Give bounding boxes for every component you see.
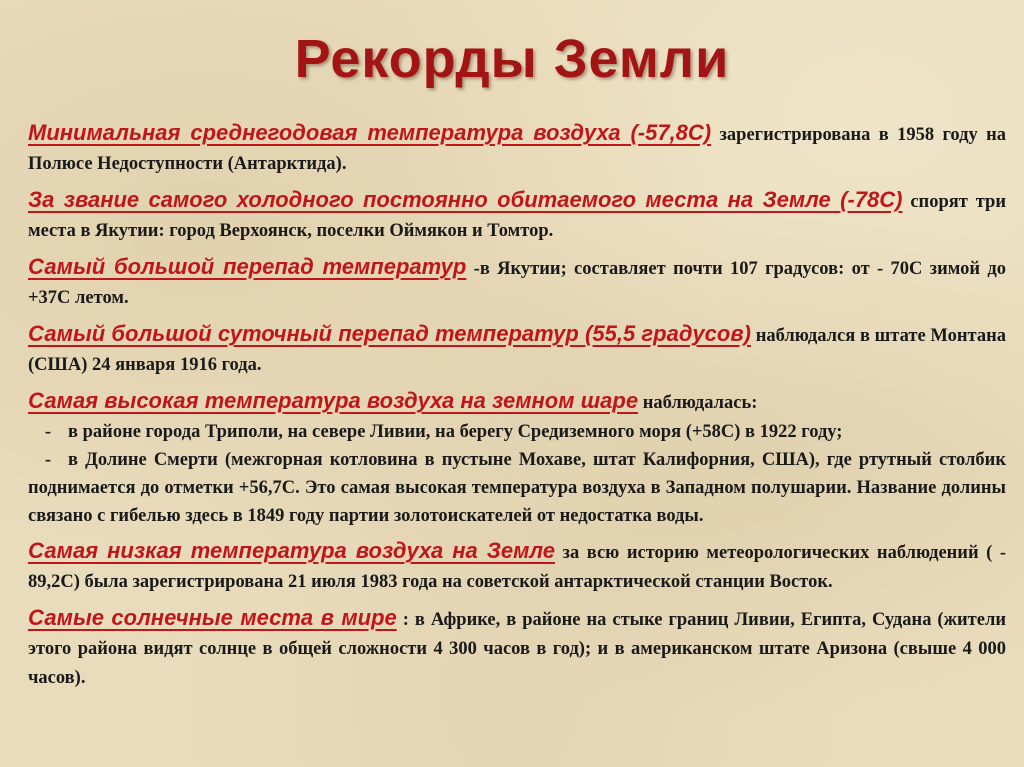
- record-lowest-temp: [28, 536, 1006, 597]
- bullet-dash: -: [44, 422, 52, 442]
- record-heading: Самый большой перепад температур: [28, 254, 467, 279]
- bullet-text: в районе города Триполи, на севере Ливии, на берегу Средиземного моря (+58С) в 1922 году;: [68, 422, 843, 442]
- record-text: -в Якутии; составляет почти 107 градусов: от - 70С зимой до +37С летом.: [28, 259, 1006, 308]
- record-largest-daily-range: [28, 319, 1006, 380]
- record-heading: Самая низкая температура воздуха на Земле: [28, 538, 556, 563]
- record-min-annual-temp: [28, 118, 1006, 179]
- record-heading: Самые солнечные места в мире: [28, 605, 397, 630]
- bullet-dash: -: [44, 450, 52, 470]
- record-heading: Самая высокая температура воздуха на земном шаре: [28, 388, 639, 413]
- record-largest-temp-range: [28, 252, 1006, 313]
- record-highest-temp: [28, 386, 1006, 418]
- record-coldest-inhabited: [28, 185, 1006, 246]
- hot-place-tripoli: [28, 418, 1006, 446]
- slide-title: Рекорды Земли: [294, 29, 730, 89]
- records-content: [28, 118, 1006, 699]
- record-text: наблюдалась:: [638, 393, 758, 413]
- record-text: наблюдался в штате Монтана (США) 24 января 1916 года.: [28, 326, 1006, 375]
- record-text: спорят три места в Якутии: город Верхоянск, поселки Оймякон и Томтор.: [28, 192, 1006, 241]
- bullet-text: в Долине Смерти (межгорная котловина в пустыне Мохаве, штат Калифорния, США), где ртутный столбик поднимается до отметки +56,7С. Это самая высокая температура воздуха в Западном полушарии. Название долины связано с гибелью здесь в 1849 году партии золотоискателей от недостатка воды.: [28, 450, 1006, 526]
- record-sunniest-places: [28, 603, 1006, 693]
- record-text: : в Африке, в районе на стыке границ Ливии, Египта, Судана (жители этого района видят солнце в общей сложности 4 300 часов в год); и в американском штате Аризона (свыше 4 000 часов).: [28, 610, 1006, 688]
- record-text: зарегистрирована в 1958 году на Полюсе Недоступности (Антарктида).: [28, 125, 1006, 174]
- record-heading: Самый большой суточный перепад температур (55,5 градусов): [28, 321, 751, 346]
- record-heading: За звание самого холодного постоянно обитаемого места на Земле (-78С): [28, 187, 903, 212]
- hot-place-death-valley: [28, 446, 1006, 530]
- record-heading: Минимальная среднегодовая температура воздуха (-57,8С): [28, 120, 712, 145]
- record-text: за всю историю метеорологических наблюдений ( - 89,2С) была зарегистрирована 21 июля 1983 года на советской антарктической станции Восток.: [28, 543, 1006, 592]
